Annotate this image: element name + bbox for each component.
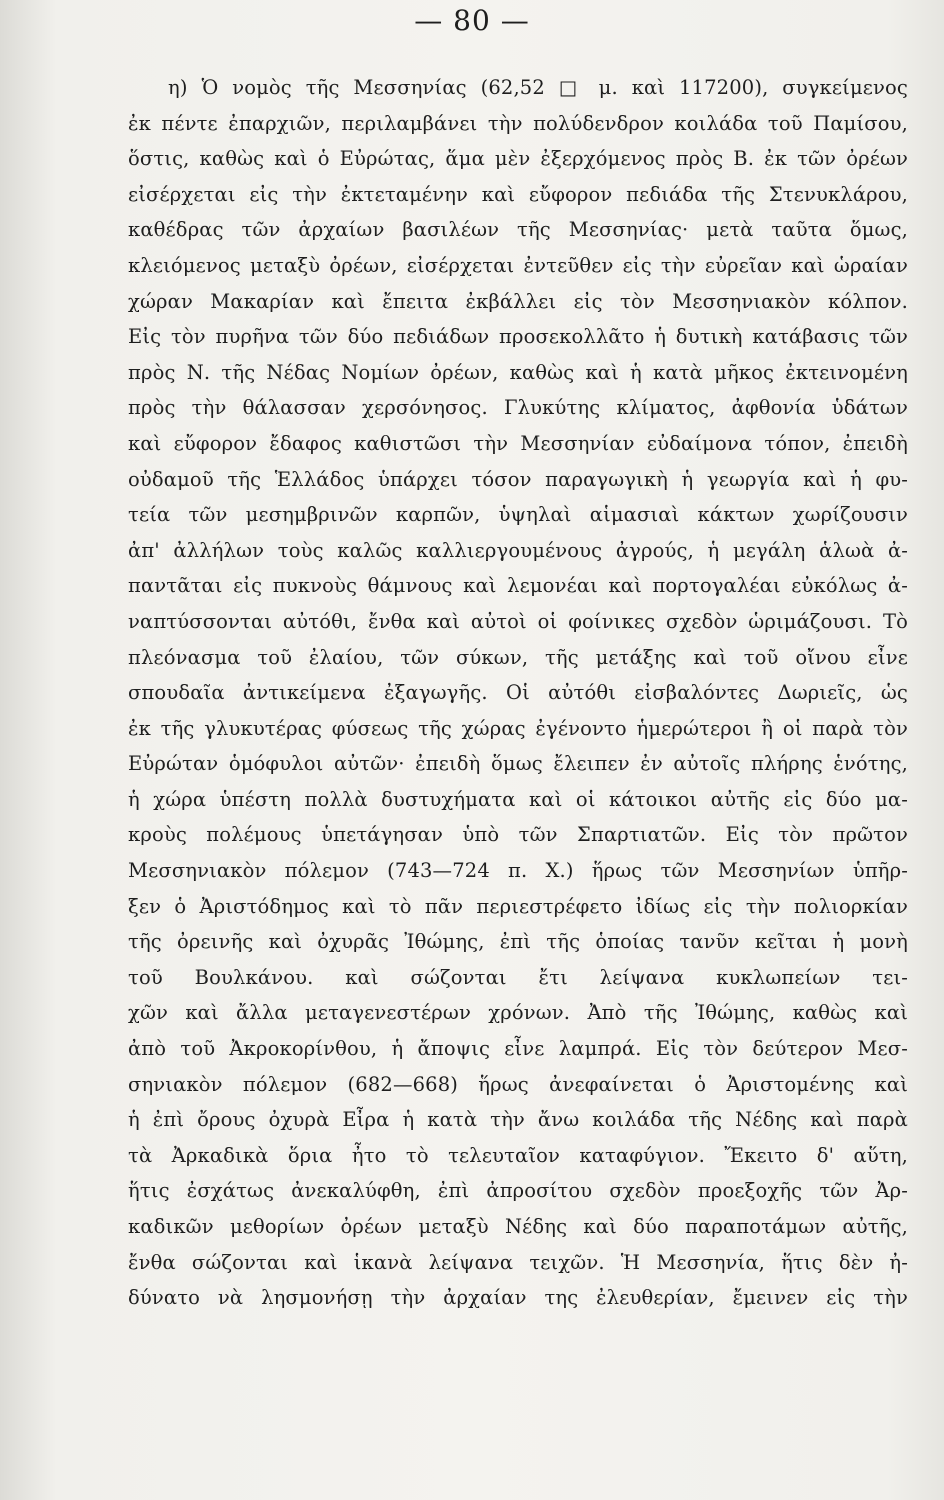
text-line: ἐκ πέντε ἐπαρχιῶν, περιλαμβάνει τὴν πολύδενδρον κοιλάδα τοῦ Παμίσου, bbox=[128, 111, 908, 135]
text-line: χῶν καὶ ἄλλα μεταγενεστέρων χρόνων. Ἀπὸ τῆς Ἰθώμης, καθὼς καὶ bbox=[128, 1001, 908, 1025]
text-line: πρὸς τὴν θάλασσαν χερσόνησος. Γλυκύτης κλίματος, ἀφθονία ὑδάτων bbox=[128, 396, 908, 420]
text-line: κλειόμενος μεταξὺ ὀρέων, εἰσέρχεται ἐντεῦθεν εἰς τὴν εὐρεῖαν καὶ ὡραίαν bbox=[128, 253, 908, 277]
text-line: ὅστις, καθὼς καὶ ὁ Εὐρώτας, ἅμα μὲν ἐξερχόμενος πρὸς Β. ἐκ τῶν ὀρέων bbox=[128, 147, 908, 171]
text-line: Εὐρώταν ὁμόφυλοι αὐτῶν· ἐπειδὴ ὅμως ἔλειπεν ἐν αὐτοῖς πλήρης ἑνότης, bbox=[128, 752, 908, 776]
text-line: ξεν ὁ Ἀριστόδημος καὶ τὸ πᾶν περιεστρέφετο ἰδίως εἰς τὴν πολιορκίαν bbox=[128, 894, 908, 918]
text-line: σπουδαῖα ἀντικείμενα ἐξαγωγῆς. Οἱ αὐτόθι εἰσβαλόντες Δωριεῖς, ὡς bbox=[128, 681, 908, 705]
text-line: τοῦ Βουλκάνου. καὶ σώζονται ἔτι λείψανα κυκλωπείων τει- bbox=[128, 965, 908, 989]
text-line: κροὺς πολέμους ὑπετάγησαν ὑπὸ τῶν Σπαρτιατῶν. Εἰς τὸν πρῶτον bbox=[128, 823, 908, 847]
text-line: καὶ εὔφορον ἔδαφος καθιστῶσι τὴν Μεσσηνίαν εὐδαίμονα τόπον, ἐπειδὴ bbox=[128, 431, 908, 455]
text-line: τῆς ὀρεινῆς καὶ ὀχυρᾶς Ἰθώμης, ἐπὶ τῆς ὁποίας τανῦν κεῖται ἡ μονὴ bbox=[128, 930, 908, 954]
text-line: οὐδαμοῦ τῆς Ἑλλάδος ὑπάρχει τόσον παραγωγικὴ ἡ γεωργία καὶ ἡ φυ- bbox=[128, 467, 908, 491]
body-text bbox=[128, 70, 908, 1316]
text-line: σηνιακὸν πόλεμον (682—668) ἥρως ἀνεφαίνεται ὁ Ἀριστομένης καὶ bbox=[128, 1072, 908, 1096]
text-line: ἐκ τῆς γλυκυτέρας φύσεως τῆς χώρας ἐγένοντο ἡμερώτεροι ἢ οἱ παρὰ τὸν bbox=[128, 716, 908, 740]
text-line: η) Ὁ νομὸς τῆς Μεσσηνίας (62,52 □ μ. καὶ 117200), συγκείμενος bbox=[168, 76, 908, 99]
text-line: ναπτύσσονται αὐτόθι, ἔνθα καὶ αὐτοὶ οἱ φοίνικες σχεδὸν ὡριμάζουσι. Τὸ bbox=[128, 609, 908, 633]
text-line: πλεόνασμα τοῦ ἐλαίου, τῶν σύκων, τῆς μετάξης καὶ τοῦ οἴνου εἶνε bbox=[128, 645, 908, 669]
text-line: ἀπ' ἀλλήλων τοὺς καλῶς καλλιεργουμένους ἀγρούς, ἡ μεγάλη ἁλωὰ ἀ- bbox=[128, 538, 908, 562]
text-line: ἥτις ἐσχάτως ἀνεκαλύφθη, ἐπὶ ἀπροσίτου σχεδὸν προεξοχῆς τῶν Ἀρ- bbox=[128, 1179, 908, 1203]
text-line: καθέδρας τῶν ἀρχαίων βασιλέων τῆς Μεσσηνίας· μετὰ ταῦτα ὅμως, bbox=[128, 218, 908, 242]
text-line: ἀπὸ τοῦ Ἀκροκορίνθου, ἡ ἄποψις εἶνε λαμπρά. Εἰς τὸν δεύτερον Μεσ- bbox=[128, 1037, 908, 1061]
text-line: Μεσσηνιακὸν πόλεμον (743—724 π. Χ.) ἥρως τῶν Μεσσηνίων ὑπῆρ- bbox=[128, 859, 908, 883]
text-line: τεία τῶν μεσημβρινῶν καρπῶν, ὑψηλαὶ αἱμασιαὶ κάκτων χωρίζουσιν bbox=[128, 503, 908, 527]
text-line: Εἰς τὸν πυρῆνα τῶν δύο πεδιάδων προσεκολλᾶτο ἡ δυτικὴ κατάβασις τῶν bbox=[128, 325, 908, 349]
text-line: ἡ ἐπὶ ὄρους ὀχυρὰ Εἶρα ἡ κατὰ τὴν ἄνω κοιλάδα τῆς Νέδης καὶ παρὰ bbox=[128, 1108, 908, 1132]
text-line: πρὸς Ν. τῆς Νέδας Νομίων ὀρέων, καθὼς καὶ ἡ κατὰ μῆκος ἐκτεινομένη bbox=[128, 360, 908, 384]
text-line: τὰ Ἀρκαδικὰ ὅρια ἦτο τὸ τελευταῖον καταφύγιον. Ἔκειτο δ' αὕτη, bbox=[128, 1143, 908, 1167]
text-line: δύνατο νὰ λησμονήσῃ τὴν ἀρχαίαν της ἐλευθερίαν, ἔμεινεν εἰς τὴν bbox=[128, 1286, 908, 1310]
text-line: παντᾶται εἰς πυκνοὺς θάμνους καὶ λεμονέαι καὶ πορτογαλέαι εὐκόλως ἀ- bbox=[128, 574, 908, 598]
text-line: ἔνθα σώζονται καὶ ἱκανὰ λείψανα τειχῶν. Ἡ Μεσσηνία, ἥτις δὲν ἠ- bbox=[128, 1250, 908, 1274]
page-number: — 80 — bbox=[414, 4, 530, 37]
text-line: καδικῶν μεθορίων ὀρέων μεταξὺ Νέδης καὶ δύο παραποτάμων αὐτῆς, bbox=[128, 1215, 908, 1238]
text-line: εἰσέρχεται εἰς τὴν ἐκτεταμένην καὶ εὔφορον πεδιάδα τῆς Στενυκλάρου, bbox=[128, 182, 908, 206]
text-line: ἡ χώρα ὑπέστη πολλὰ δυστυχήματα καὶ οἱ κάτοικοι αὐτῆς εἰς δύο μα- bbox=[128, 787, 908, 811]
text-line: χώραν Μακαρίαν καὶ ἔπειτα ἐκβάλλει εἰς τὸν Μεσσηνιακὸν κόλπον. bbox=[128, 289, 908, 313]
